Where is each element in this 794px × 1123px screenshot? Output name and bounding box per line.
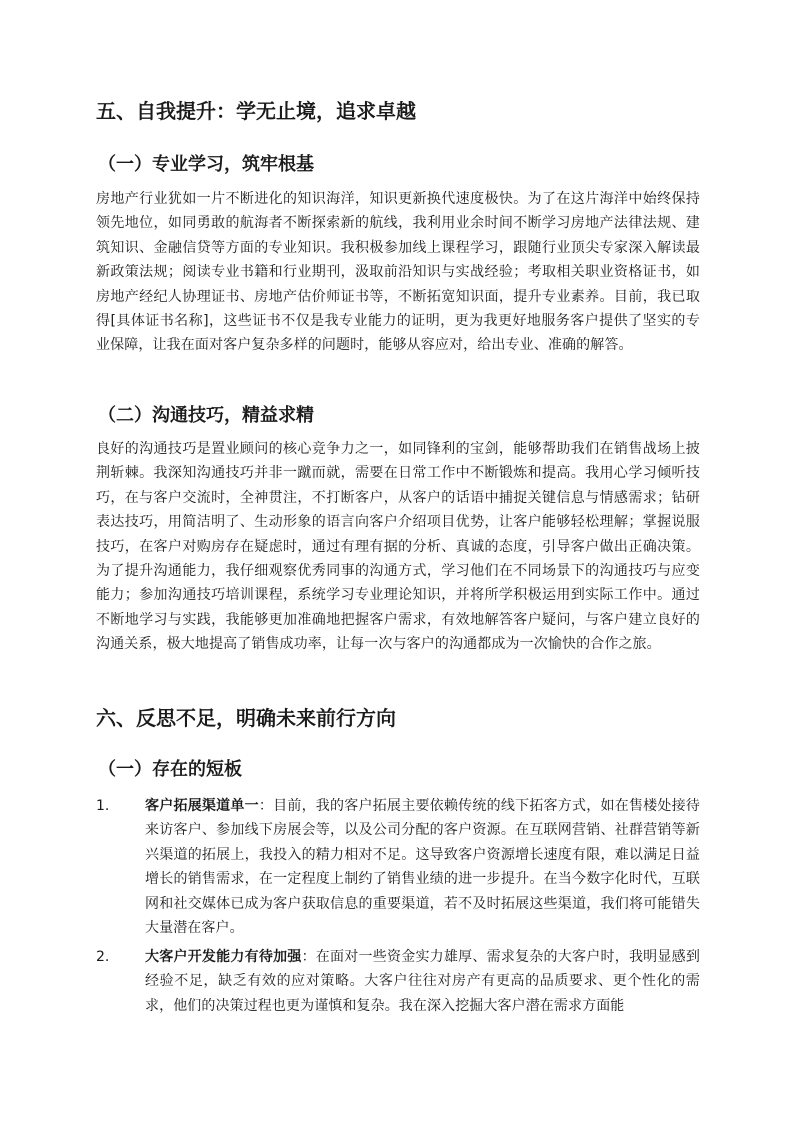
list-item-body: ：在面对一些资金实力雄厚、需求复杂的大客户时，我明显感到经验不足，缺乏有效的应对策略。大客户往往对房产有更高的品质要求、更个性化的需求，他们的决策过程也更为谨慎和复杂。我在深入挖掘大客户潜在需求方面能 bbox=[145, 949, 700, 1014]
list-item bbox=[96, 794, 700, 940]
list-item-body: ：目前，我的客户拓展主要依赖传统的线下拓客方式，如在售楼处接待来访客户、参加线下房展会等，以及公司分配的客户资源。在互联网营销、社群营销等新兴渠道的拓展上，我投入的精力相对不足。这导致客户资源增长速度有限，难以满足日益增长的销售需求，在一定程度上制约了销售业绩的进一步提升。在当今数字化时代，互联网和社交媒体已成为客户获取信息的重要渠道，若不及时拓展这些渠道，我们将可能错失大量潜在客户。 bbox=[145, 798, 700, 937]
list-item bbox=[96, 945, 700, 1018]
list-item-text bbox=[145, 794, 700, 940]
list-item-number: 1. bbox=[96, 798, 110, 814]
section-5-2-paragraph: 良好的沟通技巧是置业顾问的核心竞争力之一，如同锋利的宝剑，能够帮助我们在销售战场上披荆斩棘。我深知沟通技巧并非一蹴而就，需要在日常工作中不断锻炼和提高。我用心学习倾听技巧，在与客户交流时，全神贯注，不打断客户，从客户的话语中捕捉关键信息与情感需求；钻研表达技巧，用简洁明了、生动形象的语言向客户介绍项目优势，让客户能够轻松理解；掌握说服技巧，在客户对购房存在疑虑时，通过有理有据的分析、真诚的态度，引导客户做出正确决策。为了提升沟通能力，我仔细观察优秀同事的沟通方式，学习他们在不同场景下的沟通技巧与应变能力；参加沟通技巧培训课程，系统学习专业理论知识，并将所学积极运用到实际工作中。通过不断地学习与实践，我能够更加准确地把握客户需求，有效地解答客户疑问，与客户建立良好的沟通关系，极大地提高了销售成功率，让每一次与客户的沟通都成为一次愉快的合作之旅。 bbox=[96, 441, 700, 653]
list-item-label: 大客户开发能力有待加强 bbox=[145, 949, 302, 965]
section-5-heading: 五、自我提升：学无止境，追求卓越 bbox=[96, 99, 416, 123]
section-5-1-heading: （一）专业学习，筑牢根基 bbox=[98, 154, 314, 175]
section-5-2-heading: （二）沟通技巧，精益求精 bbox=[98, 405, 314, 426]
list-item-number: 2. bbox=[96, 949, 110, 965]
list-item-text bbox=[145, 945, 700, 1018]
section-6-heading: 六、反思不足，明确未来前行方向 bbox=[96, 706, 396, 730]
list-item-label: 客户拓展渠道单一 bbox=[145, 798, 259, 814]
section-5-1-paragraph: 房地产行业犹如一片不断进化的知识海洋，知识更新换代速度极快。为了在这片海洋中始终保持领先地位，如同勇敢的航海者不断探索新的航线，我利用业余时间不断学习房地产法律法规、建筑知识、金融信贷等方面的专业知识。我积极参加线上课程学习，跟随行业顶尖专家深入解读最新政策法规；阅读专业书籍和行业期刊，汲取前沿知识与实战经验；考取相关职业资格证书，如房地产经纪人协理证书、房地产估价师证书等，不断拓宽知识面，提升专业素养。目前，我已取得[具体证书名称]，这些证书不仅是我专业能力的证明，更为我更好地服务客户提供了坚实的专业保障，让我在面对客户复杂多样的问题时，能够从容应对，给出专业、准确的解答。 bbox=[96, 191, 700, 354]
section-6-1-heading: （一）存在的短板 bbox=[98, 759, 242, 780]
